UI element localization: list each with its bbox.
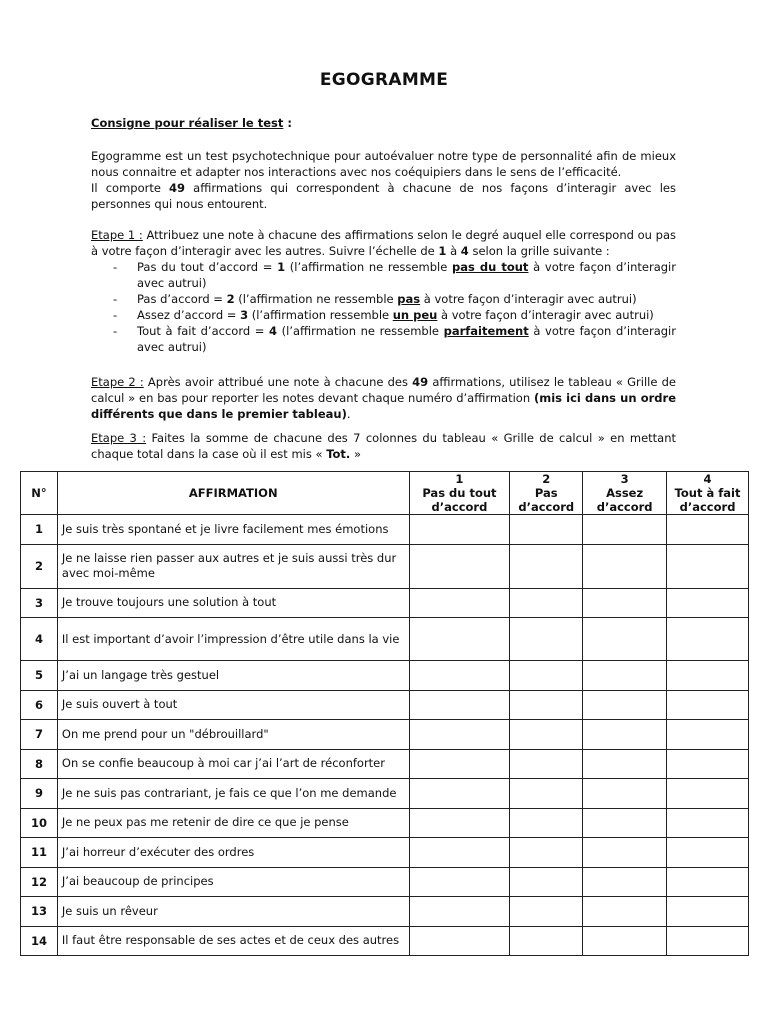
score-cell-4[interactable] [667, 926, 749, 956]
row-affirmation: Je ne laisse rien passer aux autres et je suis aussi très dur avec moi-même [57, 544, 409, 588]
score-cell-2[interactable] [510, 838, 583, 868]
score-cell-1[interactable] [409, 897, 510, 927]
intro-p2a: Il comporte [91, 181, 170, 195]
scale-item-end: à votre façon d’interagir avec autrui) [437, 308, 654, 322]
etape3-t2: » [350, 447, 361, 461]
etape1-n1: 1 [438, 244, 447, 258]
table-row [21, 926, 749, 956]
row-affirmation: On se confie beaucoup à moi car j’ai l’art de réconforter [57, 749, 409, 779]
scale-item-label: Pas du tout d’accord = [137, 260, 278, 274]
row-number: 1 [21, 515, 58, 545]
consigne-heading [91, 115, 676, 131]
row-affirmation: Je suis ouvert à tout [57, 690, 409, 720]
score-cell-2[interactable] [510, 661, 583, 691]
etape1-section [91, 227, 676, 355]
score-cell-3[interactable] [583, 588, 667, 618]
scale-item: - Assez d’accord = 3 (l’affirmation ressemble un peu à votre façon d’interagir avec autrui) [113, 308, 654, 322]
row-affirmation: Je ne peux pas me retenir de dire ce que je pense [57, 808, 409, 838]
score-cell-1[interactable] [409, 661, 510, 691]
header-affirmation: AFFIRMATION [57, 472, 409, 515]
score-cell-1[interactable] [409, 515, 510, 545]
score-cell-4[interactable] [667, 618, 749, 661]
score-cell-1[interactable] [409, 779, 510, 809]
etape3-section [91, 430, 676, 462]
score-cell-2[interactable] [510, 588, 583, 618]
intro-p1: Egogramme est un test psychotechnique pour autoévaluer notre type de personnalité afin de mieux nous connaitre et adapter nos interactions avec nos coéquipiers dans le sens de l’efficacité. [91, 149, 676, 179]
score-cell-2[interactable] [510, 515, 583, 545]
row-number: 3 [21, 588, 58, 618]
row-number: 13 [21, 897, 58, 927]
score-cell-1[interactable] [409, 720, 510, 750]
table-row [21, 720, 749, 750]
score-cell-3[interactable] [583, 618, 667, 661]
table-row [21, 618, 749, 661]
row-affirmation: J’ai un langage très gestuel [57, 661, 409, 691]
score-cell-3[interactable] [583, 897, 667, 927]
score-cell-3[interactable] [583, 926, 667, 956]
table-row [21, 690, 749, 720]
score-cell-1[interactable] [409, 690, 510, 720]
table-row [21, 544, 749, 588]
row-affirmation: On me prend pour un "débrouillard" [57, 720, 409, 750]
table-row [21, 867, 749, 897]
score-cell-1[interactable] [409, 867, 510, 897]
score-cell-4[interactable] [667, 661, 749, 691]
etape1-n2: 4 [460, 244, 469, 258]
scale-item-key: pas du tout [451, 260, 529, 274]
header-col-3 [583, 472, 667, 515]
header-col-1 [409, 472, 510, 515]
header-col-3-line1: Assez [606, 486, 644, 500]
scale-item-desc: (l’affirmation ressemble [248, 308, 393, 322]
scale-item-value: 4 [269, 324, 278, 338]
score-cell-3[interactable] [583, 779, 667, 809]
scale-item-desc: (l’affirmation ne ressemble [285, 260, 452, 274]
row-affirmation: Je trouve toujours une solution à tout [57, 588, 409, 618]
header-col-2-line2: d’accord [518, 500, 575, 514]
etape3-t1: Faites la somme de chacune des 7 colonnes du tableau « Grille de calcul » en mettant chaque total dans la case où il est mis « [91, 431, 677, 461]
intro-p2c: affirmations qui correspondent à chacune de nos façons d’interagir avec les personnes qui nous entourent. [91, 181, 676, 211]
row-affirmation: Il faut être responsable de ses actes et de ceux des autres [57, 926, 409, 956]
score-cell-2[interactable] [510, 544, 583, 588]
table-row [21, 779, 749, 809]
scale-item-desc: (l’affirmation ne ressemble [277, 324, 444, 338]
row-number: 11 [21, 838, 58, 868]
score-cell-4[interactable] [667, 690, 749, 720]
consigne-label: Consigne pour réaliser le test [91, 116, 284, 130]
score-cell-4[interactable] [667, 897, 749, 927]
header-col-2-num: 2 [542, 472, 551, 486]
score-cell-4[interactable] [667, 720, 749, 750]
header-col-3-line2: d’accord [596, 500, 653, 514]
score-cell-4[interactable] [667, 838, 749, 868]
table-row [21, 515, 749, 545]
scale-item: - Tout à fait d’accord = 4 (l’affirmation ne ressemble parfaitement à votre façon d’interagir avec autrui) [113, 324, 676, 354]
score-cell-4[interactable] [667, 867, 749, 897]
score-cell-4[interactable] [667, 515, 749, 545]
table-row [21, 838, 749, 868]
page-title: EGOGRAMME [319, 70, 449, 90]
etape2-t1: Après avoir attribué une note à chacune des [143, 375, 413, 389]
row-number: 7 [21, 720, 58, 750]
scale-item-key: pas [397, 292, 421, 306]
row-number: 4 [21, 618, 58, 661]
score-cell-2[interactable] [510, 749, 583, 779]
table-header-row [21, 472, 749, 515]
header-col-4-line2: d’accord [679, 500, 736, 514]
score-cell-2[interactable] [510, 926, 583, 956]
score-cell-4[interactable] [667, 749, 749, 779]
intro-p2b: 49 [169, 181, 186, 195]
scale-item-label: Assez d’accord = [137, 308, 241, 322]
etape2-section [91, 374, 676, 422]
row-affirmation: J’ai horreur d’exécuter des ordres [57, 838, 409, 868]
scale-item: - Pas d’accord = 2 (l’affirmation ne ressemble pas à votre façon d’interagir avec autrui) [113, 292, 637, 306]
etape2-label: Etape 2 : [91, 375, 144, 389]
scale-item-label: Pas d’accord = [137, 292, 227, 306]
intro-paragraph [91, 148, 676, 212]
score-cell-3[interactable] [583, 661, 667, 691]
score-cell-3[interactable] [583, 749, 667, 779]
etape2-bold: (mis ici dans un ordre différents que dans le premier tableau) [91, 391, 676, 421]
score-cell-2[interactable] [510, 779, 583, 809]
scale-item-end: à votre façon d’interagir avec autrui) [420, 292, 637, 306]
scale-item-label: Tout à fait d’accord = [137, 324, 270, 338]
score-cell-1[interactable] [409, 618, 510, 661]
table-row [21, 897, 749, 927]
header-col-1-num: 1 [455, 472, 464, 486]
row-number: 8 [21, 749, 58, 779]
header-col-4 [667, 472, 749, 515]
etape2-n: 49 [412, 375, 429, 389]
score-cell-1[interactable] [409, 544, 510, 588]
score-cell-3[interactable] [583, 867, 667, 897]
etape1-text [91, 227, 676, 259]
score-cell-1[interactable] [409, 749, 510, 779]
scale-item-value: 3 [240, 308, 249, 322]
scale-item-end: à votre façon d’interagir avec autrui) [137, 260, 676, 290]
row-affirmation: J’ai beaucoup de principes [57, 867, 409, 897]
table-row [21, 588, 749, 618]
score-cell-1[interactable] [409, 926, 510, 956]
row-affirmation: Je suis très spontané et je livre facilement mes émotions [57, 515, 409, 545]
etape1-label: Etape 1 : [91, 228, 143, 242]
score-cell-2[interactable] [510, 690, 583, 720]
row-number: 9 [21, 779, 58, 809]
table-row [21, 808, 749, 838]
score-cell-4[interactable] [667, 588, 749, 618]
score-cell-1[interactable] [409, 588, 510, 618]
score-cell-2[interactable] [510, 618, 583, 661]
header-col-4-num: 4 [703, 472, 712, 486]
row-number: 14 [21, 926, 58, 956]
intro-p2 [91, 180, 676, 212]
scale-item-key: un peu [392, 308, 438, 322]
score-cell-3[interactable] [583, 515, 667, 545]
scale-item-end: à votre façon d’interagir avec autrui) [137, 324, 676, 354]
score-cell-3[interactable] [583, 544, 667, 588]
row-number: 5 [21, 661, 58, 691]
score-cell-1[interactable] [409, 808, 510, 838]
row-number: 12 [21, 867, 58, 897]
score-cell-2[interactable] [510, 720, 583, 750]
row-number: 10 [21, 808, 58, 838]
etape2-t3: . [346, 407, 351, 421]
scale-item-value: 1 [277, 260, 286, 274]
etape1-t3: selon la grille suivante : [468, 244, 610, 258]
score-cell-3[interactable] [583, 690, 667, 720]
scale-item: - Pas du tout d’accord = 1 (l’affirmation ne ressemble pas du tout à votre façon d’interagir avec autrui) [113, 260, 676, 290]
consigne-suffix: : [283, 116, 292, 130]
scale-list [91, 259, 676, 355]
score-cell-2[interactable] [510, 867, 583, 897]
scale-item-value: 2 [226, 292, 235, 306]
score-cell-2[interactable] [510, 808, 583, 838]
score-cell-4[interactable] [667, 808, 749, 838]
score-cell-4[interactable] [667, 779, 749, 809]
header-col-3-num: 3 [620, 472, 629, 486]
row-affirmation: Il est important d’avoir l’impression d’être utile dans la vie [57, 618, 409, 661]
score-cell-2[interactable] [510, 897, 583, 927]
row-number: 2 [21, 544, 58, 588]
table-row [21, 749, 749, 779]
score-cell-4[interactable] [667, 544, 749, 588]
score-cell-3[interactable] [583, 838, 667, 868]
header-col-2 [510, 472, 583, 515]
score-cell-1[interactable] [409, 838, 510, 868]
etape1-t1: Attribuez une note à chacune des affirmations selon le degré auquel elle correspond ou pas à votre façon d’interagir avec les autres. Suivre l’échelle de [91, 228, 676, 258]
etape2-t2: affirmations, utilisez le tableau « Grille de calcul » en bas pour reporter les notes devant chaque numéro d’affirmation [91, 375, 676, 405]
etape1-t2: à [446, 244, 461, 258]
header-col-1-line1: Pas du tout [422, 486, 497, 500]
etape3-label: Etape 3 : [91, 431, 147, 445]
header-col-2-line1: Pas [534, 486, 558, 500]
header-col-4-line1: Tout à fait [674, 486, 741, 500]
row-affirmation: Je suis un rêveur [57, 897, 409, 927]
table-row [21, 661, 749, 691]
header-col-1-line2: d’accord [431, 500, 488, 514]
score-cell-3[interactable] [583, 720, 667, 750]
row-affirmation: Je ne suis pas contrariant, je fais ce que l’on me demande [57, 779, 409, 809]
scale-item-desc: (l’affirmation ne ressemble [234, 292, 398, 306]
etape3-bold: Tot. [326, 447, 351, 461]
score-cell-3[interactable] [583, 808, 667, 838]
header-num: N° [21, 472, 58, 515]
affirmation-table [20, 471, 749, 956]
scale-item-key: parfaitement [443, 324, 529, 338]
row-number: 6 [21, 690, 58, 720]
